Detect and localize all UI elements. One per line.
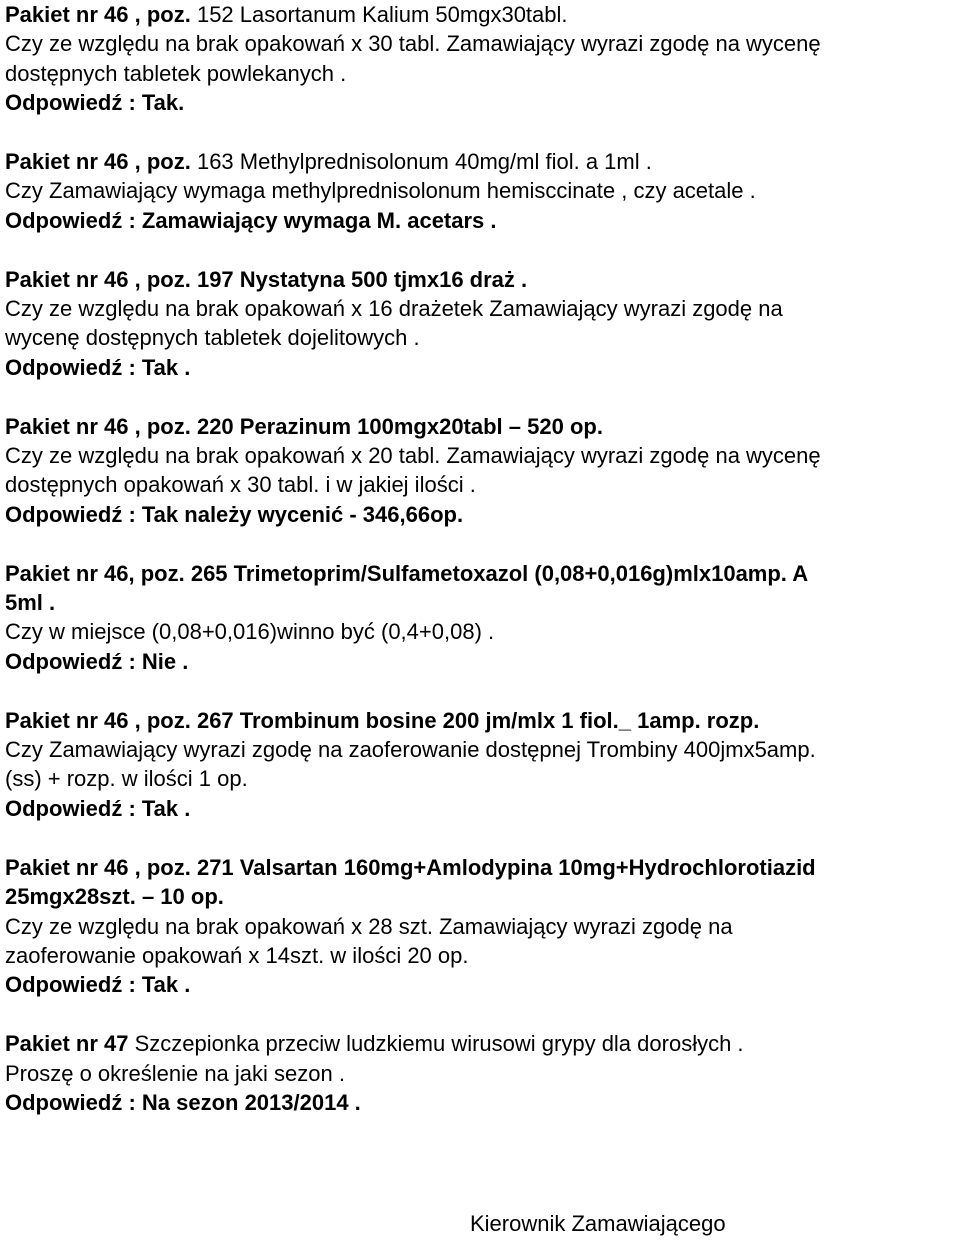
item-block-5: [5, 559, 955, 677]
item-block-2: [5, 147, 955, 235]
header-bold: Pakiet nr 46 , poz.: [5, 149, 191, 175]
header-bold: Pakiet nr 46 , poz. 197 Nystatyna 500 tjmx16 draż .: [5, 266, 528, 292]
question-line: dostępnych opakowań x 30 tabl. i w jakiej ilości .: [5, 472, 476, 498]
item-block-6: [5, 706, 955, 824]
question-line: Czy ze względu na brak opakowań x 20 tabl. Zamawiający wyrazi zgodę na wycenę: [5, 443, 821, 469]
answer-line: Odpowiedź : Na sezon 2013/2014 .: [5, 1089, 361, 1115]
header-bold: Pakiet nr 46 , poz. 271 Valsartan 160mg+Amlodypina 10mg+Hydrochlorotiazid: [5, 854, 816, 880]
item-block-7: [5, 853, 955, 1000]
item-header: [5, 706, 955, 735]
item-header: [5, 265, 955, 294]
question-line: Czy Zamawiający wymaga methylprednisolonum hemisccinate , czy acetale .: [5, 178, 756, 204]
item-block-8: [5, 1029, 955, 1117]
header-normal: 152 Lasortanum Kalium 50mgx30tabl.: [190, 2, 568, 27]
item-header-continued: [5, 588, 955, 617]
question-line: Czy ze względu na brak opakowań x 28 szt. Zamawiający wyrazi zgodę na: [5, 913, 733, 939]
question-line: wycenę dostępnych tabletek dojelitowych .: [5, 325, 420, 351]
answer-line: Odpowiedź : Tak .: [5, 972, 191, 998]
header-bold: 25mgx28szt. – 10 op.: [5, 884, 224, 910]
header-normal: 163 Methylprednisolonum 40mg/ml fiol. a 1ml .: [190, 149, 652, 175]
answer-line: Odpowiedź : Tak należy wycenić - 346,66op.: [5, 501, 464, 527]
answer-line: Odpowiedź : Nie .: [5, 648, 189, 674]
header-bold: Pakiet nr 47: [5, 1031, 129, 1057]
question-line: Czy ze względu na brak opakowań x 16 drażetek Zamawiający wyrazi zgodę na: [5, 296, 783, 322]
item-header: [5, 412, 955, 441]
header-bold: Pakiet nr 46 , poz. 220 Perazinum 100mgx20tabl – 520 op.: [5, 413, 603, 439]
signature-label: Kierownik Zamawiającego: [470, 1211, 726, 1236]
question-line: Czy w miejsce (0,08+0,016)winno być (0,4+0,08) .: [5, 619, 495, 645]
item-block-4: [5, 412, 955, 530]
question-line: zaoferowanie opakowań x 14szt. w ilości 20 op.: [5, 942, 469, 968]
item-header: [5, 147, 955, 176]
answer-line: Odpowiedź : Zamawiający wymaga M. acetars .: [5, 207, 497, 233]
item-header-continued: [5, 882, 955, 911]
item-header: [5, 853, 955, 882]
header-bold: Pakiet nr 46 , poz.: [5, 2, 191, 27]
item-block-1: [5, 0, 955, 118]
item-header: [5, 1029, 955, 1058]
question-line: Czy Zamawiający wyrazi zgodę na zaoferowanie dostępnej Trombiny 400jmx5amp.: [5, 737, 816, 763]
question-line: (ss) + rozp. w ilości 1 op.: [5, 766, 248, 792]
answer-line: Odpowiedź : Tak.: [5, 90, 185, 116]
answer-line: Odpowiedź : Tak .: [5, 795, 191, 821]
item-header: [5, 559, 955, 588]
question-line: Czy ze względu na brak opakowań x 30 tabl. Zamawiający wyrazi zgodę na wycenę: [5, 31, 821, 57]
header-normal: Szczepionka przeciw ludzkiemu wirusowi grypy dla dorosłych .: [128, 1031, 744, 1057]
item-block-3: [5, 265, 955, 383]
header-bold: Pakiet nr 46 , poz. 267 Trombinum bosine 200 jm/mlx 1 fiol._ 1amp. rozp.: [5, 707, 760, 733]
question-line: Proszę o określenie na jaki sezon .: [5, 1060, 345, 1086]
header-bold: Pakiet nr 46, poz. 265 Trimetoprim/Sulfametoxazol (0,08+0,016g)mlx10amp. A: [5, 560, 809, 586]
answer-line: Odpowiedź : Tak .: [5, 354, 191, 380]
header-bold: 5ml .: [5, 590, 56, 616]
question-line: dostępnych tabletek powlekanych .: [5, 60, 347, 86]
document-page: [5, 0, 955, 1147]
item-header: [5, 0, 955, 29]
